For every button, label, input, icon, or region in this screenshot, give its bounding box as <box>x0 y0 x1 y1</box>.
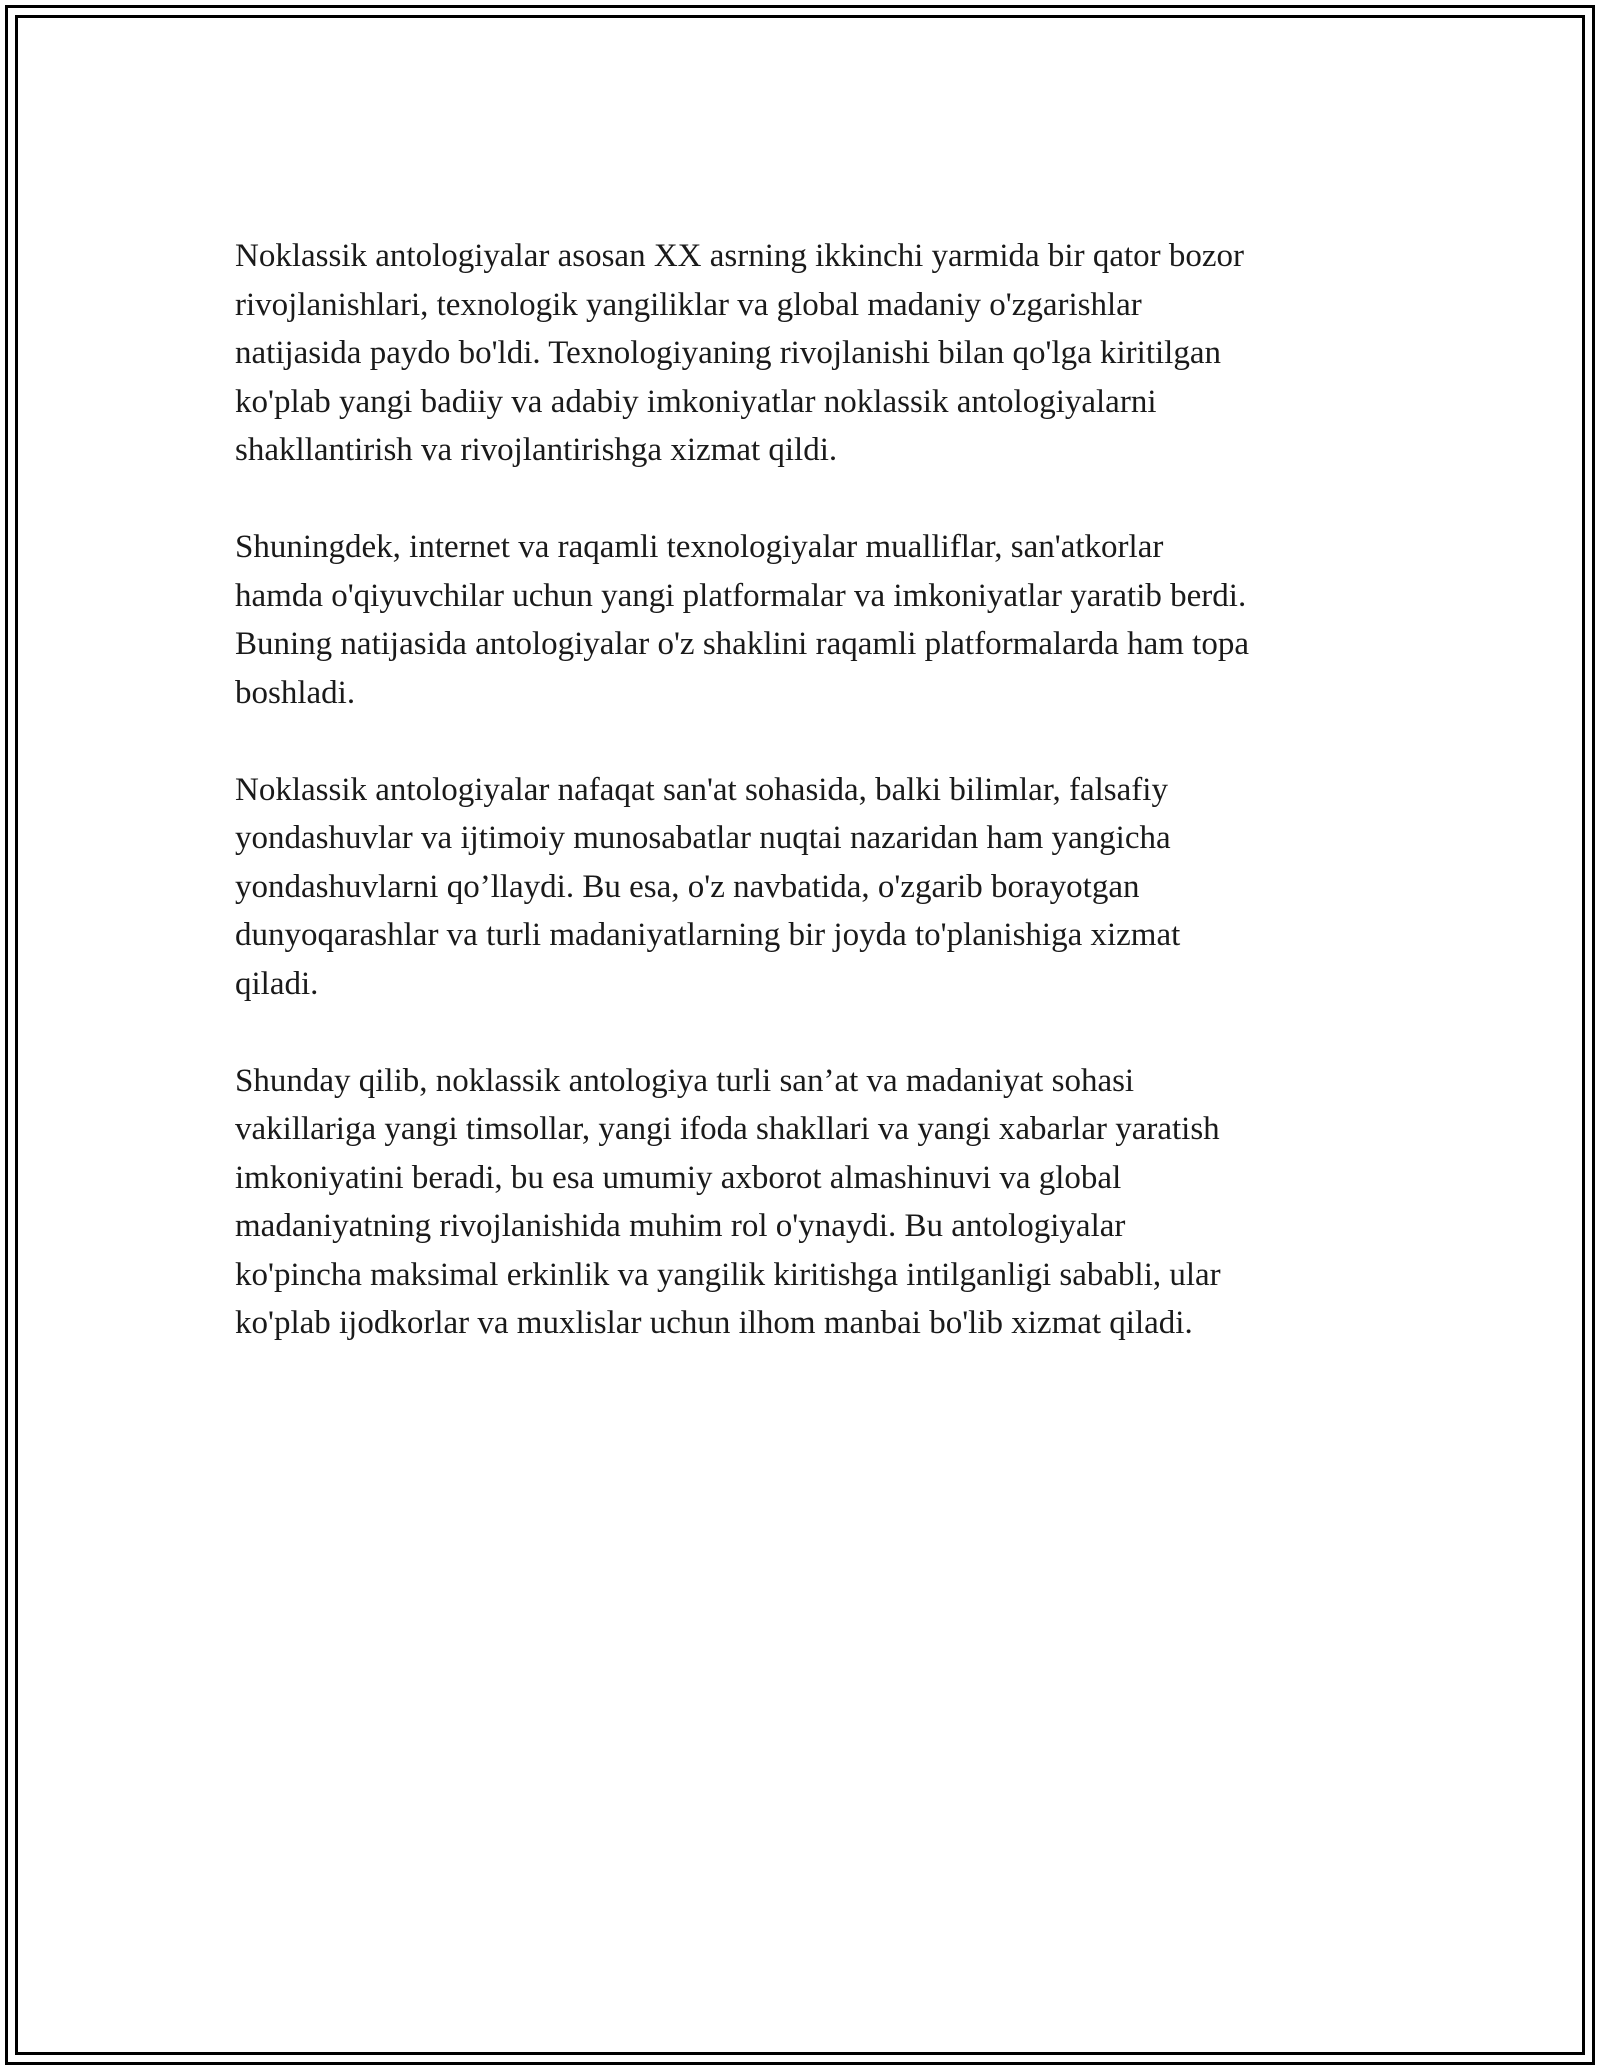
paragraph-2 <box>235 523 1375 717</box>
paragraph-line: Shunday qilib, noklassik antologiya turli san’at va madaniyat sohasi <box>235 1062 1135 1099</box>
paragraph-line: dunyoqarashlar va turli madaniyatlarning bir joyda to'planishiga xizmat <box>235 917 1181 953</box>
paragraph-line: hamda o'qiyuvchilar uchun yangi platformalar va imkoniyatlar yaratib berdi. <box>235 577 1247 614</box>
paragraph-line: Noklassik antologiyalar nafaqat san'at sohasida, balki bilimlar, falsafiy <box>235 771 1168 808</box>
paragraph-line: imkoniyatini beradi, bu esa umumiy axborot almashinuvi va global <box>235 1159 1122 1196</box>
paragraph-line: boshladi. <box>235 674 356 711</box>
paragraph-line: qiladi. <box>235 965 319 1002</box>
paragraph-line: madaniyatning rivojlanishida muhim rol o'ynaydi. Bu antologiyalar <box>235 1208 1126 1244</box>
paragraph-line: rivojlanishlari, texnologik yangiliklar va global madaniy o'zgarishlar <box>235 286 1142 323</box>
paragraph-line: Buning natijasida antologiyalar o'z shaklini raqamli platformalarda ham topa <box>235 626 1249 662</box>
paragraph-line: natijasida paydo bo'ldi. Texnologiyaning rivojlanishi bilan qo'lga kiritilgan <box>235 335 1221 371</box>
paragraph-line: yondashuvlar va ijtimoiy munosabatlar nuqtai nazaridan ham yangicha <box>235 820 1171 856</box>
document-body <box>235 232 1375 1396</box>
paragraph-line: ko'plab yangi badiiy va adabiy imkoniyatlar noklassik antologiyalarni <box>235 383 1157 420</box>
paragraph-line: ko'pincha maksimal erkinlik va yangilik kiritishga intilganligi sababli, ular <box>235 1256 1221 1293</box>
paragraph-line: Noklassik antologiyalar asosan XX asrning ikkinchi yarmida bir qator bozor <box>235 238 1245 274</box>
paragraph-3 <box>235 766 1375 1009</box>
paragraph-line: ko'plab ijodkorlar va muxlislar uchun ilhom manbai bo'lib xizmat qiladi. <box>235 1305 1193 1341</box>
paragraph-line: yondashuvlarni qo’llaydi. Bu esa, o'z navbatida, o'zgarib borayotgan <box>235 868 1140 905</box>
paragraph-1 <box>235 232 1375 475</box>
paragraph-4 <box>235 1057 1375 1348</box>
paragraph-line: shakllantirish va rivojlantirishga xizmat qildi. <box>235 432 838 468</box>
paragraph-line: vakillariga yangi timsollar, yangi ifoda shakllari va yangi xabarlar yaratish <box>235 1111 1220 1147</box>
paragraph-line: Shuningdek, internet va raqamli texnologiyalar mualliflar, san'atkorlar <box>235 529 1164 565</box>
